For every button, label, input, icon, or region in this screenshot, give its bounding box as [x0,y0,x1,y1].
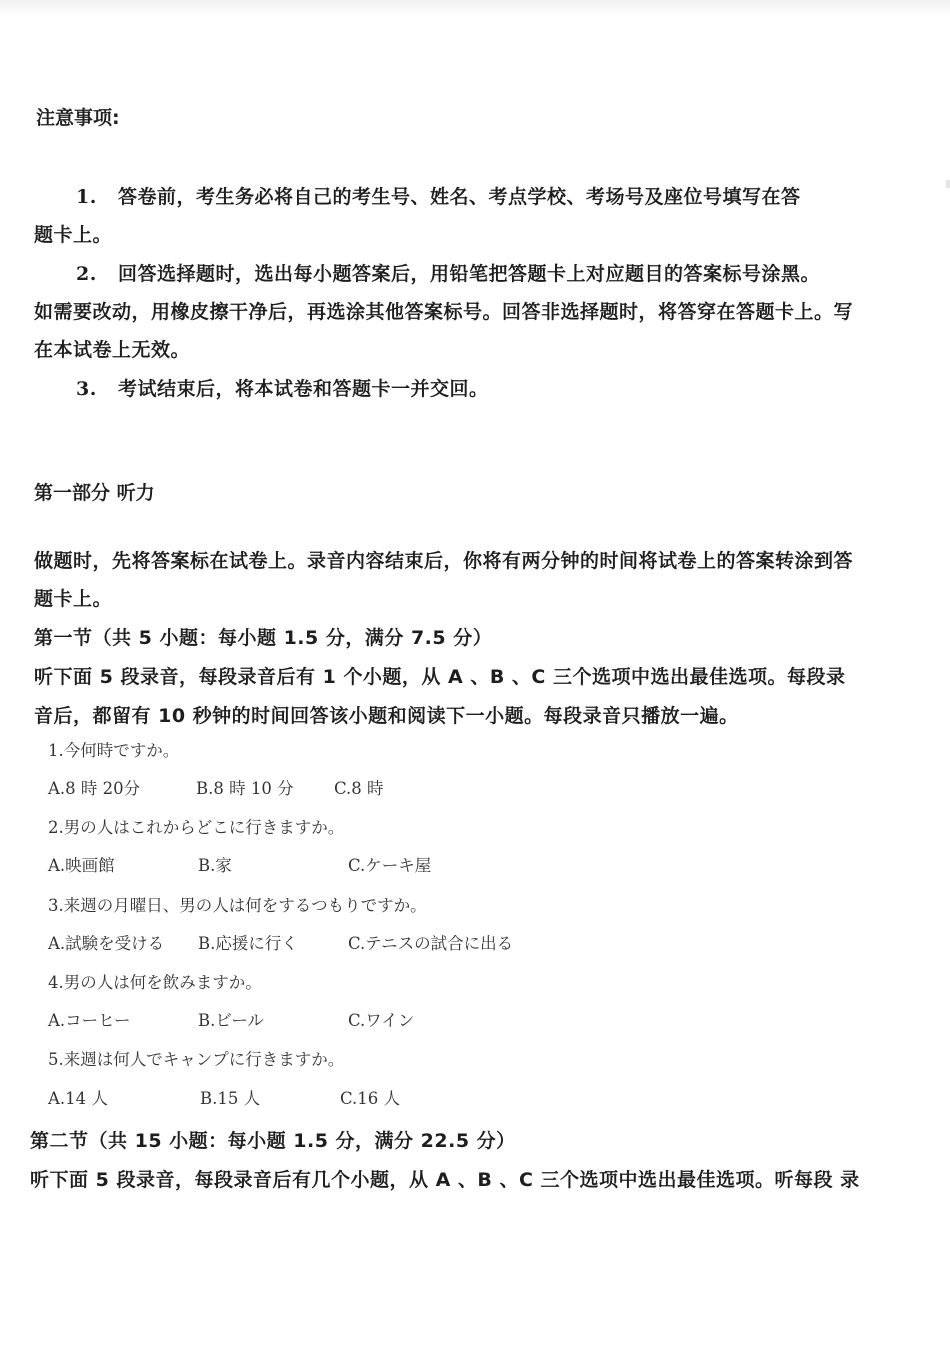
option-c: C.ケーキ屋 [348,856,432,875]
notice-item-3 [76,374,489,401]
notice-item-num: 2. [76,263,97,285]
option-a: A.映画館 [48,856,115,875]
notice-item-1 [76,182,801,209]
section1-desc: 听下面 5 段录音，每段录音后有 1 个小题，从 A 、B 、C 三个选项中选出最佳选项。每段录 [34,666,846,688]
notice-item-1-cont: 题卡上。 [34,224,113,246]
options-1 [48,775,384,799]
options-2 [48,852,431,876]
part-intro: 做题时，先将答案标在试卷上。录音内容结束后，你将有两分钟的时间将试卷上的答案转涂到答 [34,550,854,572]
options-3 [48,930,513,954]
option-c: C.8 時 [334,779,384,798]
option-c: C.ワイン [348,1011,415,1030]
option-a: A.コーヒー [48,1011,131,1030]
part-intro-cont: 题卡上。 [34,588,113,610]
option-a: A.試験を受ける [48,934,165,953]
option-a: A.8 時 20分 [48,779,141,798]
option-c: C.テニスの試合に出る [348,934,514,953]
notice-item-2-cont: 如需要改动，用橡皮擦干净后，再选涂其他答案标号。回答非选择题时，将答穿在答题卡上。写 [34,301,854,323]
options-4 [48,1007,414,1031]
option-b: B.15 人 [200,1089,261,1108]
option-b: B.応援に行く [198,934,298,953]
section2-title: 第二节（共 15 小题：每小题 1.5 分，满分 22.5 分） [30,1130,516,1152]
section1-title: 第一节（共 5 小题：每小题 1.5 分，满分 7.5 分） [34,627,493,649]
notice-item-text: 考试结束后，将本试卷和答题卡一并交回。 [118,378,489,400]
option-b: B.ビール [198,1011,264,1030]
options-5 [48,1085,400,1109]
cropped-header [0,0,950,18]
option-b: B.8 時 10 分 [196,779,294,798]
question-5: 5.来週は何人でキャンプに行きますか。 [48,1050,345,1069]
section1-desc-cont: 音后，都留有 10 秒钟的时间回答该小题和阅读下一小题。每段录音只播放一遍。 [34,705,739,727]
notice-item-2-cont2: 在本试卷上无效。 [34,339,191,361]
notice-item-2 [76,259,820,286]
notice-item-text: 回答选择题时，选出每小题答案后，用铅笔把答题卡上对应题目的答案标号涂黑。 [118,263,821,285]
part-title: 第一部分 听力 [34,482,155,504]
notice-item-text: 答卷前，考生务必将自己的考生号、姓名、考点学校、考场号及座位号填写在答 [118,186,801,208]
option-a: A.14 人 [48,1089,108,1108]
notice-item-num: 1. [76,186,97,208]
question-4: 4.男の人は何を飲みますか。 [48,973,262,992]
section2-desc: 听下面 5 段录音，每段录音后有几个小题，从 A 、B 、C 三个选项中选出最佳选项。听每段 录 [30,1169,860,1191]
notice-item-num: 3. [76,378,97,400]
scan-artifact [946,180,950,188]
question-3: 3.来週の月曜日、男の人は何をするつもりですか。 [48,896,427,915]
question-1: 1.今何時ですか。 [48,741,180,760]
notice-title: 注意事项: [36,107,120,129]
question-2: 2.男の人はこれからどこに行きますか。 [48,818,345,837]
option-c: C.16 人 [340,1089,401,1108]
option-b: B.家 [198,856,232,875]
